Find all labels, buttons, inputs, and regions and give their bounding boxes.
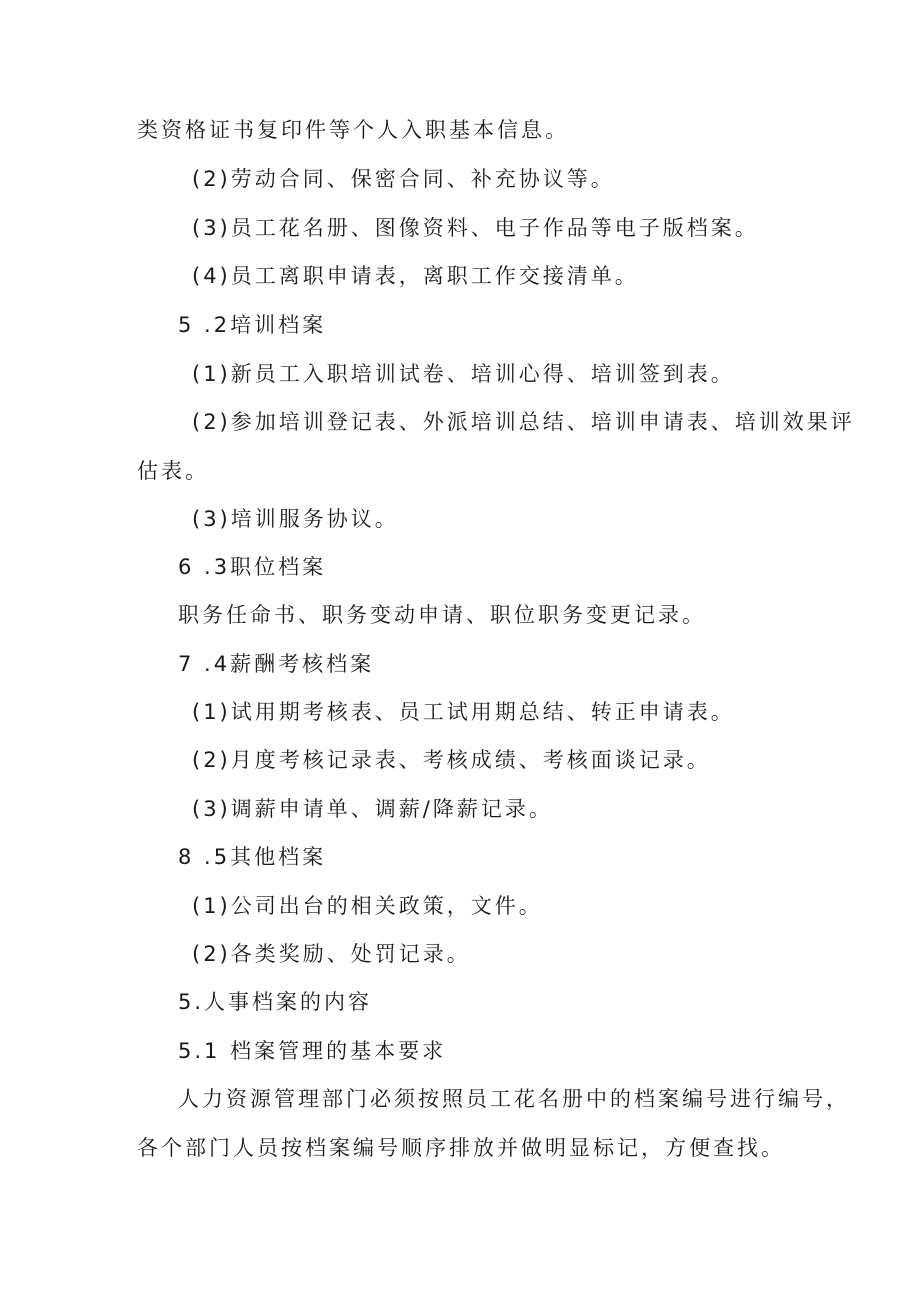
- text-line: (1)试用期考核表、员工试用期总结、转正申请表。: [192, 700, 735, 724]
- text-line: 估表。: [137, 459, 209, 483]
- text-line: 人力资源管理部门必须按照员工花名册中的档案编号进行编号，: [178, 1087, 850, 1111]
- text-line: (2)月度考核记录表、考核成绩、考核面谈记录。: [192, 748, 711, 772]
- text-line: 职务任命书、职务变动申请、职位职务变更记录。: [178, 603, 706, 627]
- text-line: (1)公司出台的相关政策，文件。: [192, 894, 543, 918]
- text-line: (4)员工离职申请表，离职工作交接清单。: [192, 264, 639, 288]
- text-line: (3)调薪申请单、调薪/降薪记录。: [192, 797, 553, 821]
- section-heading: 5.人事档案的内容: [178, 990, 373, 1014]
- text-line: 各个部门人员按档案编号顺序排放并做明显标记，方便查找。: [137, 1136, 785, 1160]
- section-heading: 5 .2培训档案: [178, 313, 327, 337]
- text-line: (3)培训服务协议。: [192, 507, 399, 531]
- section-heading: 6 .3职位档案: [178, 555, 327, 579]
- section-heading: 8 .5其他档案: [178, 845, 327, 869]
- section-heading: 7 .4薪酬考核档案: [178, 652, 375, 676]
- text-line: (2)参加培训登记表、外派培训总结、培训申请表、培训效果评: [192, 410, 855, 434]
- text-line: (2)各类奖励、处罚记录。: [192, 942, 471, 966]
- section-heading: 5.1 档案管理的基本要求: [178, 1039, 447, 1063]
- text-line: (3)员工花名册、图像资料、电子作品等电子版档案。: [192, 216, 759, 240]
- text-line: (1)新员工入职培训试卷、培训心得、培训签到表。: [192, 362, 735, 386]
- text-line: (2)劳动合同、保密合同、补充协议等。: [192, 167, 615, 191]
- text-line: 类资格证书复印件等个人入职基本信息。: [137, 118, 569, 142]
